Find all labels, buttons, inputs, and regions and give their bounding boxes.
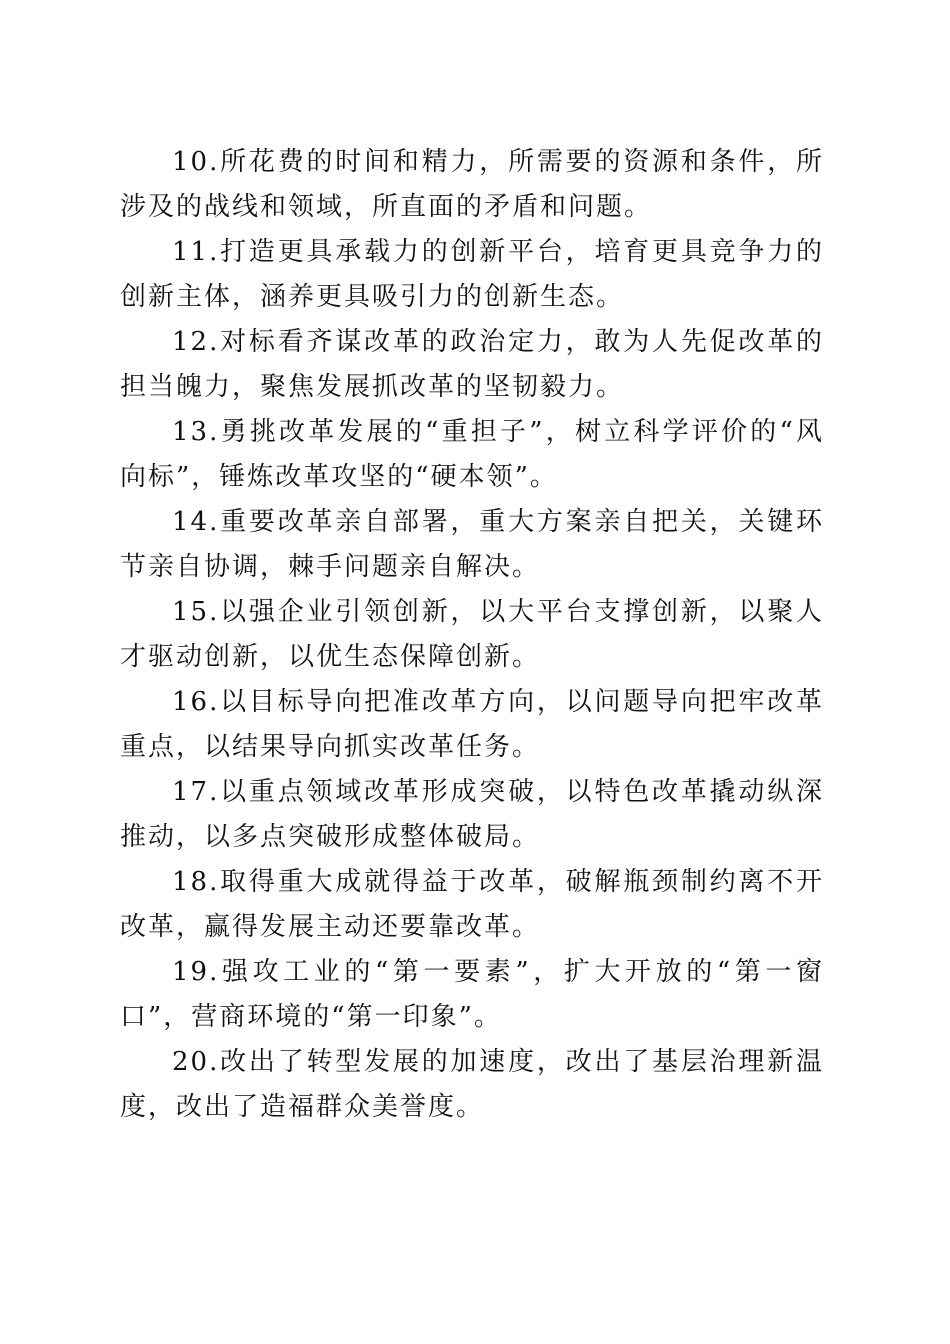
paragraph-14: 14.重要改革亲自部署，重大方案亲自把关，关键环节亲自协调，棘手问题亲自解决。 [120, 507, 824, 582]
paragraph-15: 15.以强企业引领创新，以大平台支撑创新，以聚人才驱动创新，以优生态保障创新。 [120, 597, 824, 672]
paragraph-13: 13.勇挑改革发展的“重担子”，树立科学评价的“风向标”，锤炼改革攻坚的“硬本领”。 [120, 417, 824, 492]
paragraph-17: 17.以重点领域改革形成突破，以特色改革撬动纵深推动，以多点突破形成整体破局。 [120, 777, 824, 852]
paragraph-19: 19.强攻工业的“第一要素”，扩大开放的“第一窗口”，营商环境的“第一印象”。 [120, 957, 824, 1032]
paragraph-12: 12.对标看齐谋改革的政治定力，敢为人先促改革的担当魄力，聚焦发展抓改革的坚韧毅力。 [120, 327, 824, 402]
paragraph-10: 10.所花费的时间和精力，所需要的资源和条件，所涉及的战线和领域，所直面的矛盾和问题。 [120, 147, 824, 222]
paragraph-11: 11.打造更具承载力的创新平台，培育更具竞争力的创新主体，涵养更具吸引力的创新生态。 [120, 237, 824, 312]
document-body [120, 140, 824, 1130]
paragraph-18: 18.取得重大成就得益于改革，破解瓶颈制约离不开改革，赢得发展主动还要靠改革。 [120, 867, 824, 942]
paragraph-16: 16.以目标导向把准改革方向，以问题导向把牢改革重点，以结果导向抓实改革任务。 [120, 687, 824, 762]
paragraph-20: 20.改出了转型发展的加速度，改出了基层治理新温度，改出了造福群众美誉度。 [120, 1047, 824, 1122]
